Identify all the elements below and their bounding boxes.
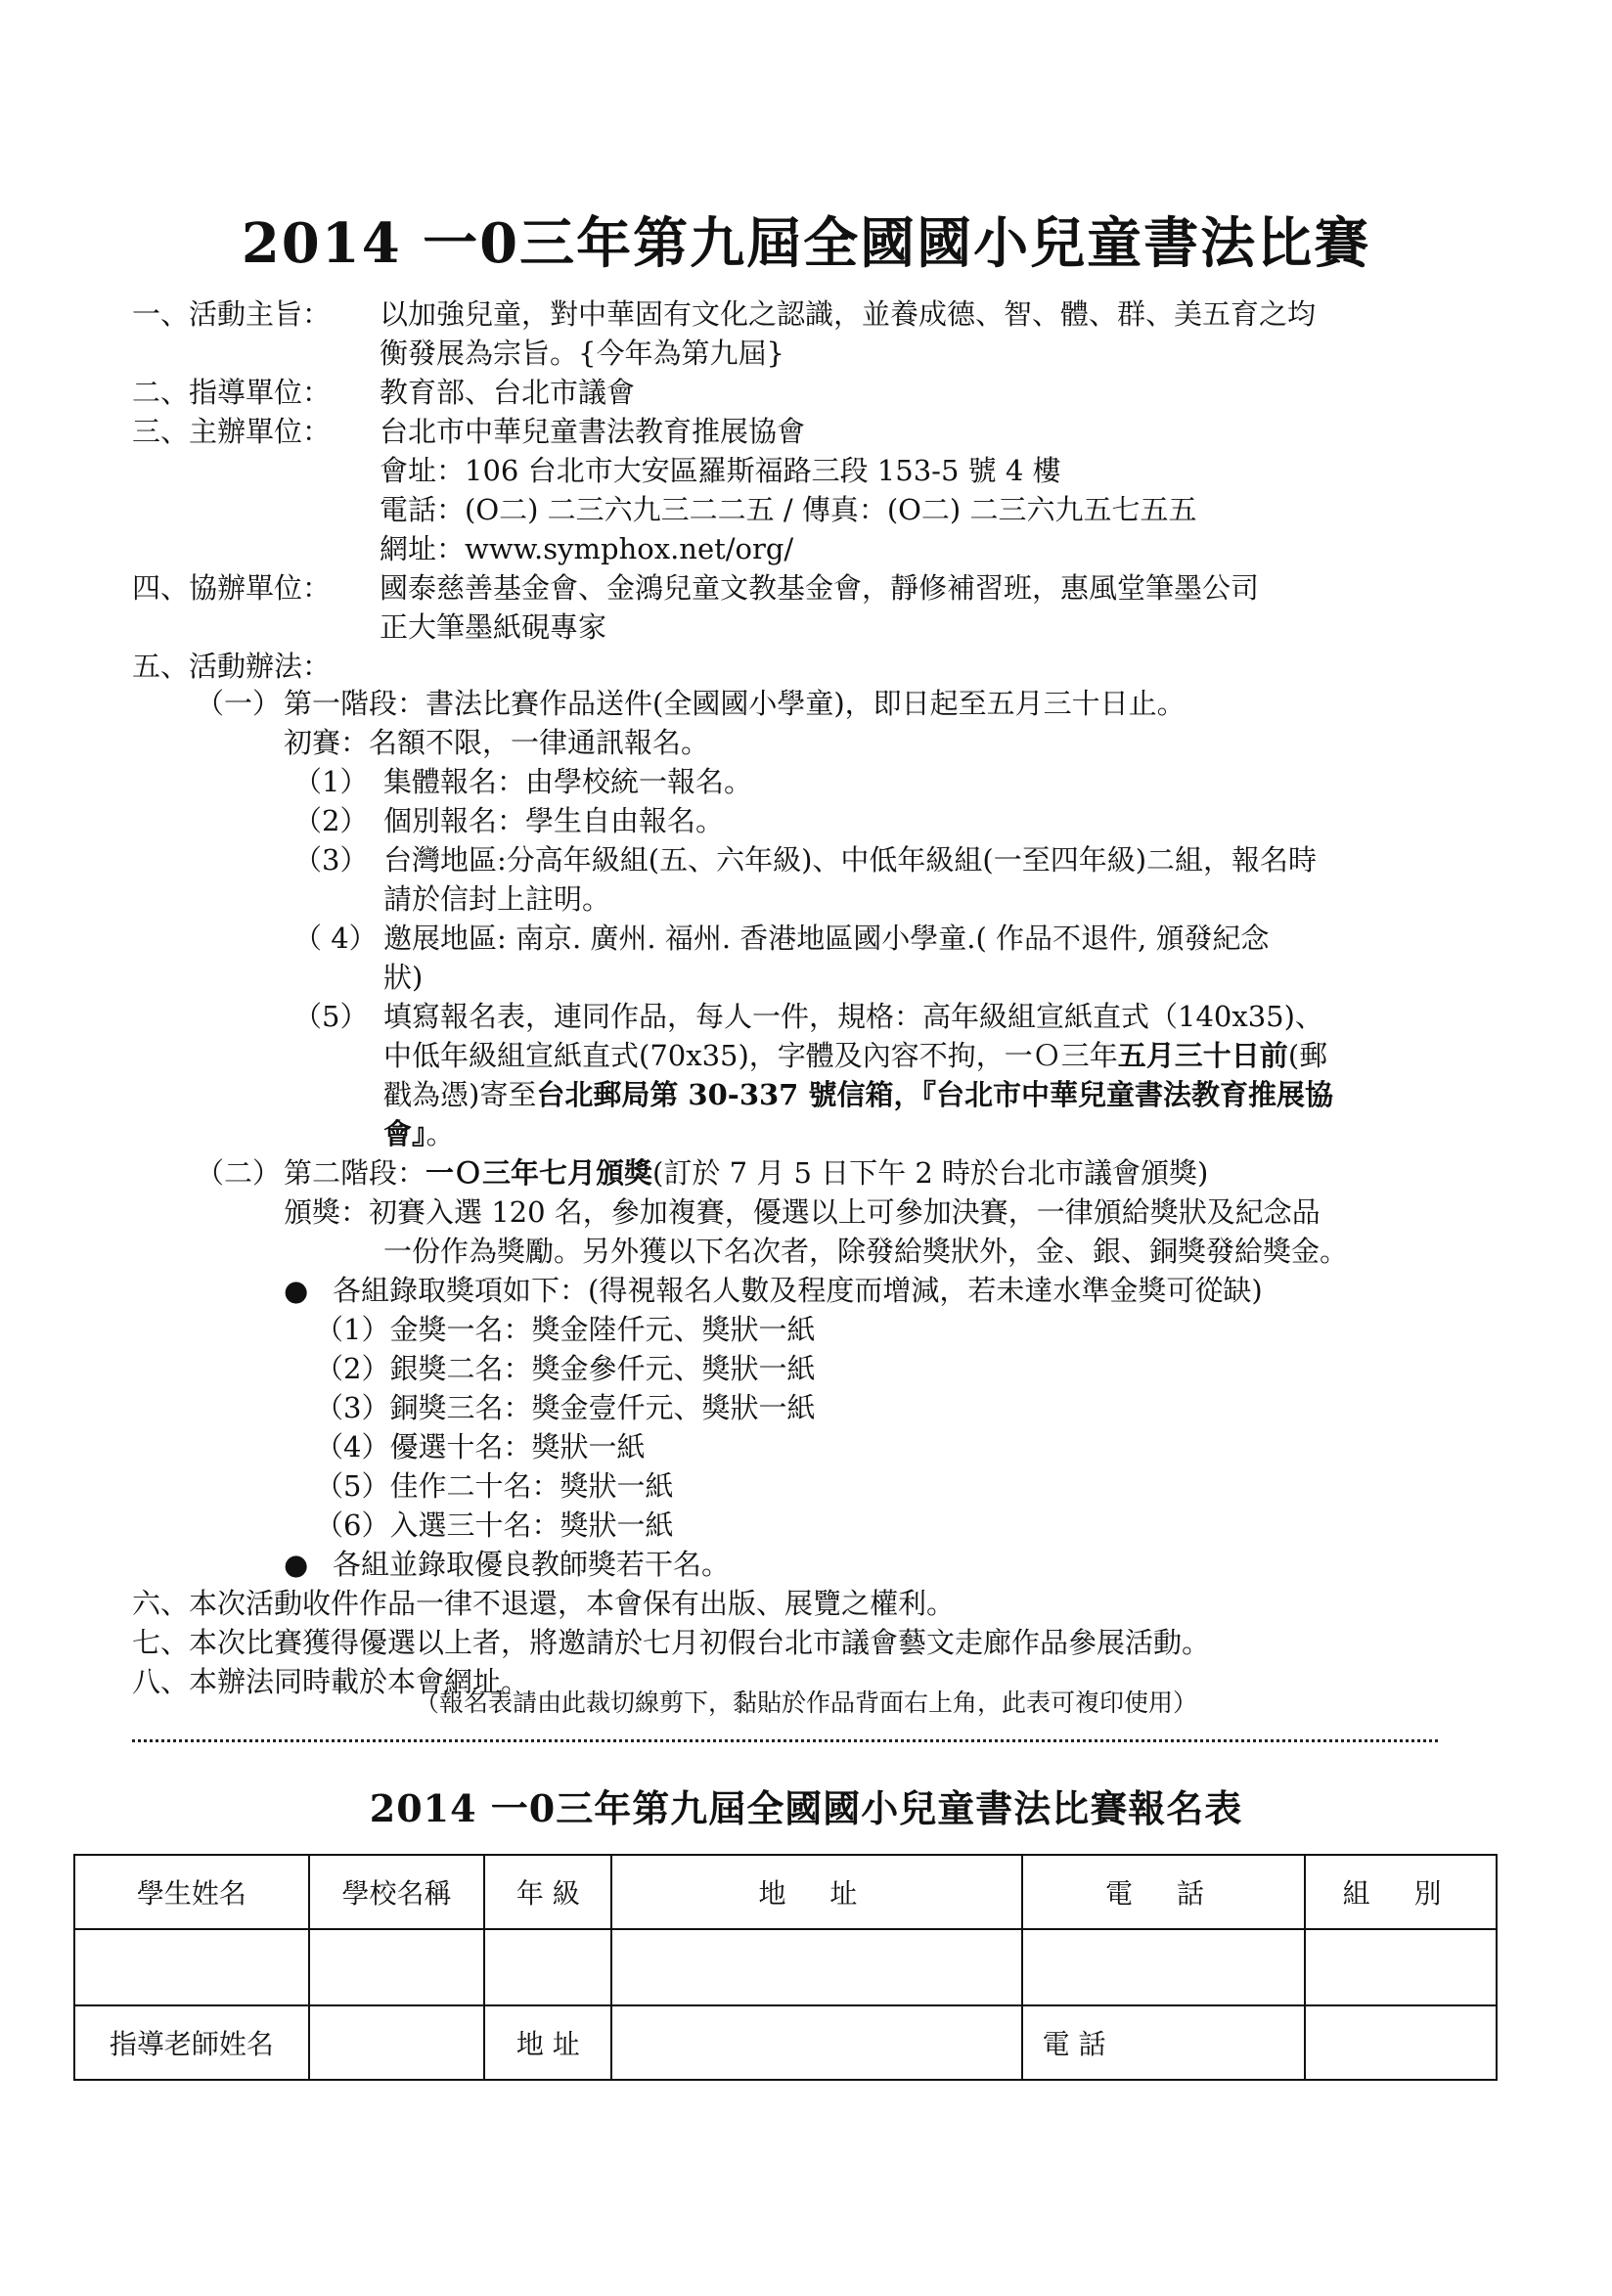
teacher-address-label: 地 址 xyxy=(484,2005,611,2080)
teacher-name-label: 指導老師姓名 xyxy=(74,2005,309,2080)
header-group: 組 別 xyxy=(1305,1855,1497,1929)
item-1-text: 集體報名：由學校統一報名。 xyxy=(383,765,753,798)
item-5-line2-a: 中低年級組宣紙直式(70x35)，字體及內容不拘，一Ｏ三年 xyxy=(383,1039,1118,1072)
section-3-label: 三、主辦單位： xyxy=(132,415,332,448)
section-2-text: 教育部、台北市議會 xyxy=(380,376,636,409)
organizer-website: 網址：www.symphox.net/org/ xyxy=(380,532,794,565)
section-8: 八、本辦法同時載於本會網址。 xyxy=(132,1665,530,1698)
header-address: 地 址 xyxy=(611,1855,1021,1929)
prize-1: （1）金獎一名：獎金陸仟元、獎狀一紙 xyxy=(315,1313,816,1346)
teacher-phone-field[interactable] xyxy=(1305,2005,1497,2080)
prize-5: （5）佳作二十名：獎狀一紙 xyxy=(315,1469,674,1503)
item-5-line3-a: 戳為憑)寄至 xyxy=(383,1078,537,1111)
item-1-num: （1） xyxy=(293,765,369,798)
co-organizer-line2: 正大筆墨紙硯專家 xyxy=(380,610,607,644)
header-school-name: 學校名稱 xyxy=(309,1855,485,1929)
section-1-line2: 衡發展為宗旨。{今年為第九屆} xyxy=(380,337,784,370)
section-5-label: 五、活動辦法： xyxy=(132,650,332,683)
item-5-line4-bold: 會』 xyxy=(383,1117,426,1150)
item-5-line4 xyxy=(383,1115,455,1152)
section-6: 六、本次活動收件作品一律不退還，本會保有出版、展覽之權利。 xyxy=(132,1587,956,1620)
stage-2-text xyxy=(284,1154,1208,1192)
section-2-label: 二、指導單位： xyxy=(132,376,332,409)
item-4-num: （ 4） xyxy=(293,922,378,955)
award-date-bold: 一Ｏ三年七月頒獎 xyxy=(425,1156,653,1190)
item-5-line3 xyxy=(383,1076,1333,1113)
bullet-icon: ● xyxy=(284,1274,309,1307)
section-7: 七、本次比賽獲得優選以上者，將邀請於七月初假台北市議會藝文走廊作品參展活動。 xyxy=(132,1626,1211,1659)
section-1-line1: 以加強兒童，對中華固有文化之認識，並養成德、智、體、群、美五育之均 xyxy=(380,297,1317,331)
item-5-num: （5） xyxy=(293,1000,369,1033)
stage-2-text-a: 第二階段： xyxy=(284,1156,426,1190)
group-field[interactable] xyxy=(1305,1929,1497,2005)
item-5-line4-end: 。 xyxy=(425,1117,455,1150)
organizer-name: 台北市中華兒童書法教育推展協會 xyxy=(380,415,806,448)
teacher-name-field[interactable] xyxy=(309,2005,485,2080)
section-1-label: 一、活動主旨： xyxy=(132,297,332,331)
header-phone: 電 話 xyxy=(1022,1855,1306,1929)
teacher-address-field[interactable] xyxy=(611,2005,1021,2080)
prize-4: （4）優選十名：獎狀一紙 xyxy=(315,1430,646,1463)
header-student-name: 學生姓名 xyxy=(74,1855,309,1929)
item-2-text: 個別報名：學生自由報名。 xyxy=(383,804,725,837)
document-title: 2014 一0三年第九屆全國國小兒童書法比賽 xyxy=(241,211,1371,276)
stage-2-text-c: (訂於 7 月 5 日下午 2 時於台北市議會頒獎) xyxy=(652,1156,1209,1190)
school-name-field[interactable] xyxy=(309,1929,485,2005)
cut-line xyxy=(132,1739,1438,1742)
item-3-text-cont: 請於信封上註明。 xyxy=(383,882,611,916)
award-line2: 一份作為獎勵。另外獲以下名次者，除發給獎狀外，金、銀、銅獎發給獎金。 xyxy=(383,1235,1349,1268)
form-teacher-row xyxy=(74,2005,1497,2080)
student-name-field[interactable] xyxy=(74,1929,309,2005)
form-title: 2014 一0三年第九屆全國國小兒童書法比賽報名表 xyxy=(369,1786,1243,1830)
item-5-line2-c: (郵 xyxy=(1287,1039,1328,1072)
address-field[interactable] xyxy=(611,1929,1021,2005)
phone-field[interactable] xyxy=(1022,1929,1306,2005)
organizer-phone: 電話：(O二) 二三六九三二二五 / 傳真：(O二) 二三六九五七五五 xyxy=(380,493,1197,526)
form-header-row xyxy=(74,1855,1497,1929)
teacher-phone-label: 電 話 xyxy=(1022,2005,1306,2080)
organizer-address: 會址：106 台北市大安區羅斯福路三段 153-5 號 4 樓 xyxy=(380,454,1061,487)
bullet-icon: ● xyxy=(284,1548,309,1581)
prize-3: （3）銅獎三名：獎金壹仟元、獎狀一紙 xyxy=(315,1391,816,1424)
prize-6: （6）入選三十名：獎狀一紙 xyxy=(315,1508,674,1542)
item-3-num: （3） xyxy=(293,843,369,877)
teacher-award: 各組並錄取優良教師獎若干名。 xyxy=(333,1548,731,1581)
cut-line-note: （報名表請由此裁切線剪下，黏貼於作品背面右上角，此表可複印使用） xyxy=(414,1688,1197,1717)
award-line1: 頒獎：初賽入選 120 名，參加複賽，優選以上可參加決賽，一律頒給獎狀及紀念品 xyxy=(284,1195,1321,1229)
item-3-text: 台灣地區:分高年級組(五、六年級)、中低年級組(一至四年級)二組，報名時 xyxy=(383,843,1318,877)
deadline-bold: 五月三十日前 xyxy=(1117,1039,1288,1072)
stage-2-label: （二） xyxy=(196,1156,282,1190)
item-5-line1: 填寫報名表，連同作品，每人一件，規格：高年級組宣紙直式（140x35)、 xyxy=(383,1000,1323,1033)
item-4-text-cont: 狀) xyxy=(383,961,424,994)
item-5-line2 xyxy=(383,1037,1327,1074)
co-organizer-line1: 國泰慈善基金會、金鴻兒童文教基金會，靜修補習班，惠風堂筆墨公司 xyxy=(380,571,1260,605)
mail-address-bold: 台北郵局第 30-337 號信箱，『台北市中華兒童書法教育推展協 xyxy=(536,1078,1333,1111)
form-entry-row xyxy=(74,1929,1497,2005)
preliminary-text: 初賽：名額不限，一律通訊報名。 xyxy=(284,726,710,759)
section-4-label: 四、協辦單位： xyxy=(132,571,332,605)
grade-field[interactable] xyxy=(484,1929,611,2005)
item-4-text: 邀展地區: 南京. 廣州. 福州. 香港地區國小學童.( 作品不退件, 頒發紀念 xyxy=(383,922,1270,955)
header-grade: 年 級 xyxy=(484,1855,611,1929)
stage-1-text: 第一階段：書法比賽作品送件(全國國小學童)，即日起至五月三十日止。 xyxy=(284,687,1186,720)
prize-intro: 各組錄取獎項如下：(得視報名人數及程度而增減，若未達水準金獎可從缺) xyxy=(333,1274,1263,1307)
prize-2: （2）銀獎二名：獎金參仟元、獎狀一紙 xyxy=(315,1352,816,1385)
stage-1-label: （一） xyxy=(196,687,282,720)
item-2-num: （2） xyxy=(293,804,369,837)
registration-form xyxy=(73,1854,1498,2081)
